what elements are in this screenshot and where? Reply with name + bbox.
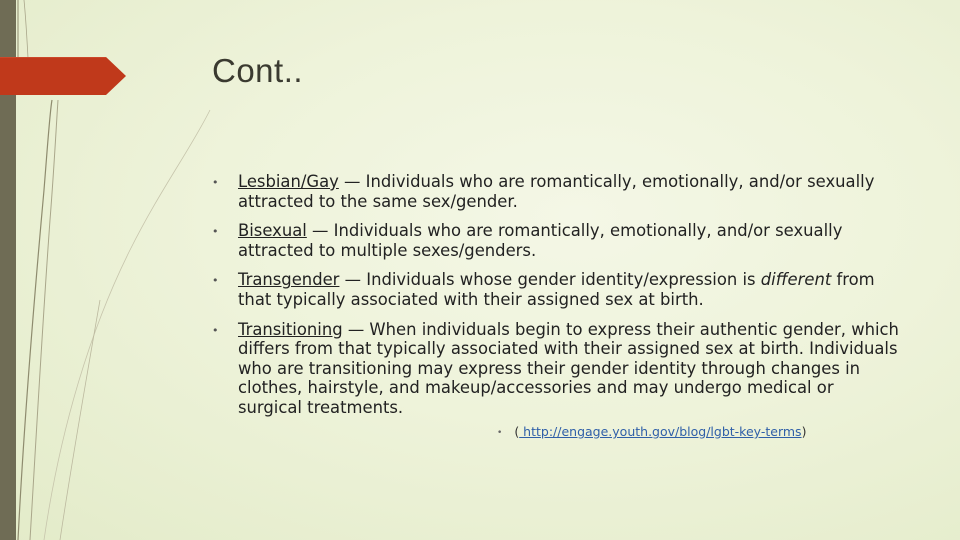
- term-label: Bisexual: [238, 221, 307, 241]
- definition-transgender: [212, 270, 902, 309]
- term-label: Lesbian/Gay: [238, 172, 339, 191]
- slide-title: Cont..: [212, 52, 304, 89]
- term-label: Transitioning: [238, 319, 343, 339]
- definition-text-end: from that typically associated with their assigned sex at birth.: [238, 270, 875, 309]
- definition-list: [212, 172, 902, 428]
- emphasis-text: different: [760, 270, 832, 290]
- bullet-icon: •: [212, 274, 219, 288]
- definition-text: — When individuals begin to express their authentic gender, which differs from that typically associated with their assigned sex at birth. Individuals who are transitioning may express their gender identity through changes in clothes, hairstyle, and makeup/accessories and may undergo medical or surgical treatments.: [238, 319, 899, 417]
- paren-close: ): [801, 424, 807, 439]
- title-accent-tab: [0, 57, 126, 95]
- definition-lesbian-gay: [212, 172, 902, 211]
- paren-open: (: [514, 424, 520, 439]
- definition-bisexual: [212, 221, 902, 260]
- definition-transitioning: [212, 320, 902, 418]
- definition-text: — Individuals who are romantically, emotionally, and/or sexually attracted to multiple sexes/genders.: [238, 221, 843, 260]
- source-citation: [497, 424, 806, 439]
- source-link[interactable]: http://engage.youth.gov/blog/lgbt-key-terms: [519, 424, 802, 439]
- bullet-icon: •: [497, 428, 503, 438]
- bullet-icon: •: [212, 176, 219, 189]
- definition-text: — Individuals whose gender identity/expression is: [339, 270, 761, 290]
- bullet-icon: •: [212, 323, 219, 337]
- definition-text: — Individuals who are romantically, emotionally, and/or sexually attracted to the same sex/gender.: [238, 172, 875, 211]
- term-label: Transgender: [238, 270, 340, 290]
- bullet-icon: •: [212, 225, 219, 239]
